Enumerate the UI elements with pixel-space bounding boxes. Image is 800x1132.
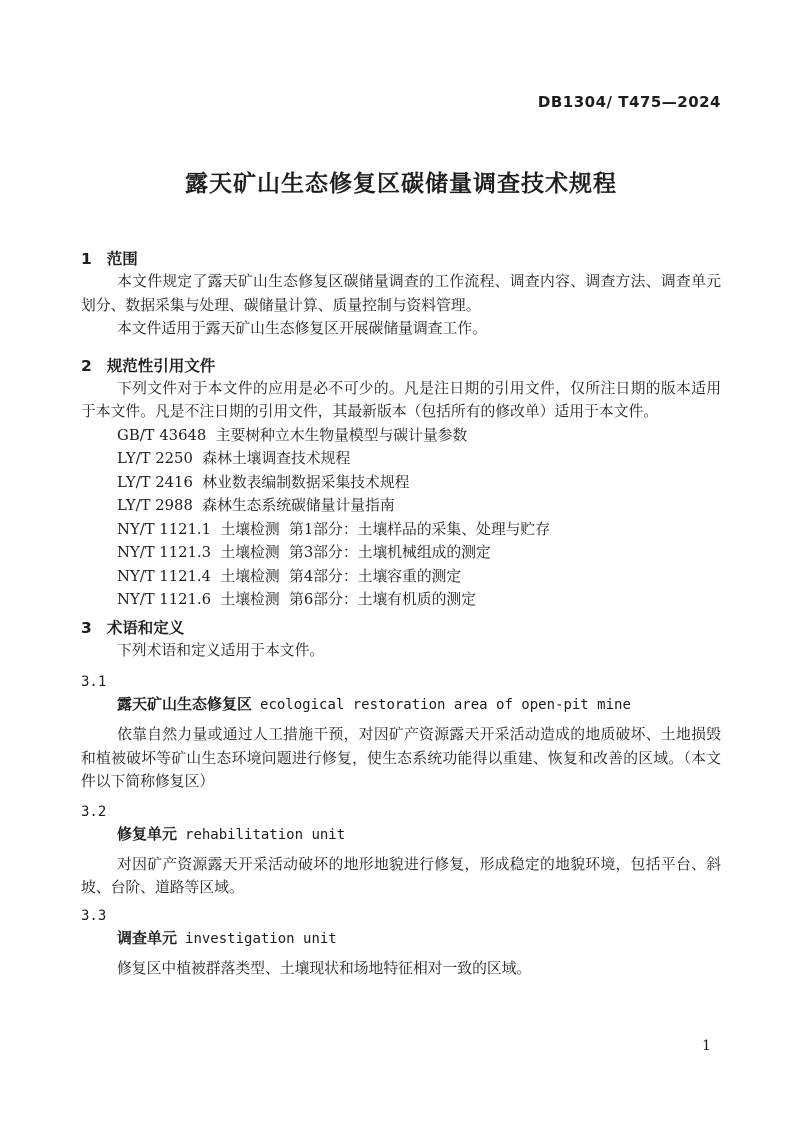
term-line (81, 824, 721, 845)
section-title: 规范性引用文件 (106, 356, 216, 375)
reference-item: LY/T 2250 森林土壤调查技术规程 (117, 450, 351, 467)
reference-item: LY/T 2416 林业数表编制数据采集技术规程 (117, 473, 410, 491)
section-title: 术语和定义 (106, 618, 185, 637)
terms-intro-paragraph: 下列术语和定义适用于本文件。 (117, 641, 325, 659)
reference-item: NY/T 1121.1 土壤检测 第1部分：土壤样品的采集、处理与贮存 (117, 520, 551, 538)
section-number: 1 (81, 250, 92, 268)
term-definition: 依靠自然力量或通过人工措施干预，对因矿产资源露天开采活动造成的地质破坏、土地损毁和植被破坏等矿山生态环境问题进行修复，使生态系统功能得以重建、恢复和改善的区域。（本文件以下简称修复区） (81, 726, 721, 790)
section-title: 范围 (106, 250, 138, 268)
term-line (81, 928, 721, 949)
document-title: 露天矿山生态修复区碳储量调查技术规程 (185, 171, 617, 197)
term-english: investigation unit (185, 930, 337, 947)
reference-item: NY/T 1121.6 土壤检测 第6部分：土壤有机质的测定 (117, 591, 477, 608)
term-chinese: 修复单元 (117, 824, 178, 843)
page-content (81, 0, 721, 980)
section-heading-normative-references (81, 356, 721, 377)
scope-paragraph: 本文件规定了露天矿山生态修复区碳储量调查的工作流程、调查内容、调查方法、调查单元划分、数据采集与处理、碳储量计算、质量控制与资料管理。 (81, 273, 721, 314)
reference-item: NY/T 1121.4 土壤检测 第4部分：土壤容重的测定 (117, 567, 462, 585)
reference-item: NY/T 1121.3 土壤检测 第3部分：土壤机械组成的测定 (117, 544, 491, 561)
term-english: ecological restoration area of open-pit mine (260, 697, 631, 713)
doc-number: DB1304/ T475—2024 (537, 93, 721, 111)
term-clause-number: 3.3 (81, 907, 107, 924)
term-clause-number: 3.1 (81, 674, 107, 690)
term-clause-number: 3.2 (81, 803, 107, 820)
term-definition: 对因矿产资源露天开采活动破坏的地形地貌进行修复，形成稳定的地貌环境，包括平台、斜坡、台阶、道路等区域。 (81, 855, 721, 896)
section-heading-scope (81, 249, 721, 270)
references-intro-paragraph: 下列文件对于本文件的应用是必不可少的。凡是注日期的引用文件，仅所注日期的版本适用于本文件。凡是不注日期的引用文件，其最新版本（包括所有的修改单）适用于本文件。 (81, 379, 721, 420)
section-number: 3 (81, 618, 92, 637)
term-line (81, 694, 721, 715)
term-chinese: 露天矿山生态修复区 (117, 695, 253, 713)
section-heading-terms-definitions (81, 618, 721, 639)
term-definition: 修复区中植被群落类型、土壤现状和场地特征相对一致的区域。 (117, 959, 532, 977)
reference-item: GB/T 43648 主要树种立木生物量模型与碳计量参数 (117, 426, 468, 444)
term-english: rehabilitation unit (185, 826, 346, 843)
reference-list (81, 424, 721, 612)
section-number: 2 (81, 356, 92, 375)
page-number: 1 (702, 1038, 711, 1054)
term-chinese: 调查单元 (117, 928, 178, 947)
scope-paragraph: 本文件适用于露天矿山生态修复区开展碳储量调查工作。 (117, 320, 487, 337)
reference-item: LY/T 2988 森林生态系统碳储量计量指南 (117, 497, 395, 514)
